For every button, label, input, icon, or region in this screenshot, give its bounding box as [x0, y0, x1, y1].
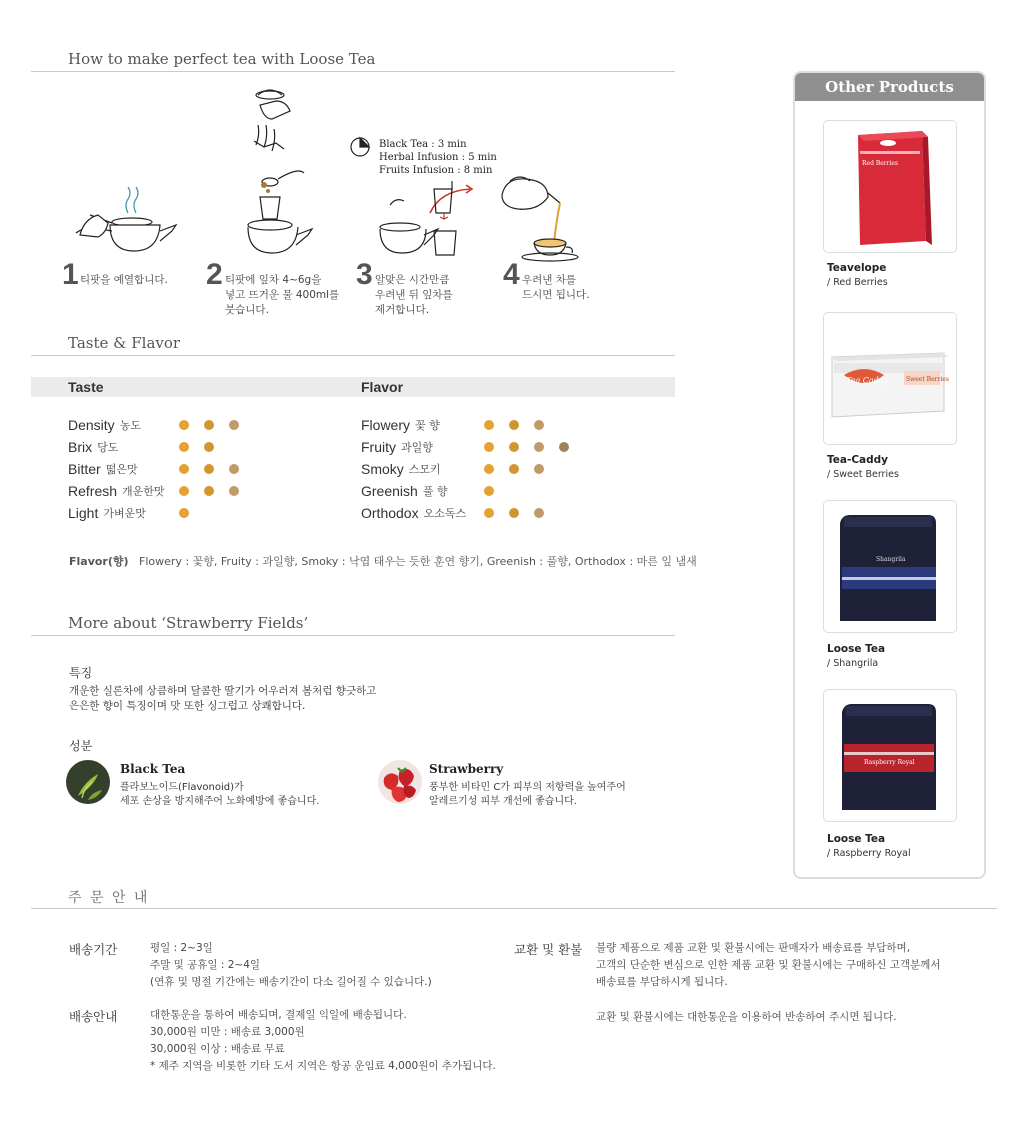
step-3-number: 3: [356, 258, 373, 291]
ingredient-black-tea-desc: 플라보노이드(Flavonoid)가 세포 손상을 방지해주어 노화예방에 좋습니다.: [120, 782, 320, 807]
rating-dot: [534, 464, 544, 474]
taste-label-en: Light: [68, 505, 99, 521]
rating-dot: [484, 442, 494, 452]
taste-rating-density: [179, 415, 239, 435]
taste-row: [68, 459, 138, 479]
taste-label-en: Brix: [68, 439, 93, 455]
flavor-rating-fruity: [484, 437, 569, 457]
rating-dot: [179, 442, 189, 452]
rating-dot: [229, 420, 239, 430]
taste-label-en: Density: [68, 417, 115, 433]
taste-label-ko: 농도: [119, 419, 141, 432]
flavor-label-ko: 과일향: [401, 441, 433, 454]
raspberry-royal-pack-label: Raspberry Royal: [864, 759, 915, 766]
flavor-label-en: Greenish: [361, 483, 418, 499]
ingredients-label: 성분: [69, 739, 93, 753]
kettle-pour-icon: [248, 90, 312, 253]
flavor-legend: [69, 553, 697, 569]
teapot-steam-icon: [76, 187, 176, 251]
taste-rating-brix: [179, 437, 214, 457]
howto-title: How to make perfect tea with Loose Tea: [68, 50, 376, 68]
rating-dot: [229, 464, 239, 474]
order-divider: [31, 908, 997, 909]
delivery-info-text: 대한통운을 통하여 배송되며, 결제일 익일에 배송됩니다. 30,000원 미만 : 배송료 3,000원 30,000원 이상 : 배송료 무료 * 제주 지역을 비롯한 기타 도서 지역은 항공 운임료 4,000원이 추가됩니다.: [150, 1009, 496, 1072]
rating-dot: [534, 508, 544, 518]
flavor-rating-greenish: [484, 481, 494, 501]
rating-dot: [534, 420, 544, 430]
step-1-text: 티팟을 예열합니다.: [80, 274, 168, 286]
rating-dot: [179, 464, 189, 474]
tea-caddy-pack-label: Tea Caddy: [846, 376, 889, 385]
brew-time-herbal: Herbal Infusion : 5 min: [379, 152, 497, 163]
rating-dot: [484, 464, 494, 474]
flavor-label-ko: 꽃 향: [415, 419, 440, 432]
product-sub-raspberry-royal: / Raspberry Royal: [827, 848, 911, 859]
teavelope-pack-label: Red Berries: [862, 160, 899, 167]
flavor-header: Flavor: [361, 379, 404, 395]
step-1-number: 1: [62, 258, 79, 291]
rating-dot: [229, 486, 239, 496]
delivery-period-text: 평일 : 2~3일 주말 및 공휴일 : 2~4일 (연휴 및 명절 기간에는 배송기간이 다소 길어질 수 있습니다.): [150, 942, 432, 988]
rating-dot: [179, 508, 189, 518]
rating-dot: [534, 442, 544, 452]
flavor-rating-smoky: [484, 459, 544, 479]
taste-flavor-title: Taste & Flavor: [68, 334, 181, 352]
tea-steps-illustration: [70, 85, 630, 265]
howto-divider: [31, 71, 675, 72]
flavor-rating-flowery: [484, 415, 544, 435]
flavor-label-en: Flowery: [361, 417, 411, 433]
step-4-text: 우려낸 차를 드시면 됩니다.: [522, 274, 590, 301]
rating-dot: [204, 442, 214, 452]
product-image-raspberry-royal[interactable]: [823, 689, 957, 822]
taste-row: [68, 415, 141, 435]
flavor-label-ko: 스모키: [408, 463, 441, 476]
brew-time-fruits: Fruits Infusion : 8 min: [379, 165, 493, 176]
taste-label-ko: 당도: [97, 441, 119, 454]
shangrila-pack-label: Shangrila: [876, 556, 906, 563]
product-sub-teavelope: / Red Berries: [827, 277, 888, 288]
rating-dot: [204, 464, 214, 474]
flavor-label-ko: 오소독스: [423, 507, 467, 520]
taste-row: [68, 437, 118, 457]
flavor-row: [361, 437, 433, 457]
ingredient-black-tea-name: Black Tea: [120, 762, 186, 776]
flavor-row: [361, 415, 440, 435]
taste-label-en: Refresh: [68, 483, 118, 499]
rating-dot: [559, 442, 569, 452]
flavor-label-en: Smoky: [361, 461, 404, 477]
product-name-tea-caddy[interactable]: Tea-Caddy: [827, 454, 889, 466]
flavor-label-ko: 풀 향: [422, 485, 448, 498]
flavor-row: [361, 481, 448, 501]
rating-dot: [179, 486, 189, 496]
taste-rating-light: [179, 503, 189, 523]
other-products-sidebar: [793, 71, 986, 879]
rating-dot: [509, 508, 519, 518]
product-image-shangrila[interactable]: [823, 500, 957, 633]
brew-time-black: Black Tea : 3 min: [379, 139, 467, 150]
step-2-text: 티팟에 잎차 4~6g을 넣고 뜨거운 물 400ml를 붓습니다.: [225, 274, 340, 316]
flavor-rating-orthodox: [484, 503, 544, 523]
brew-times: [379, 138, 497, 177]
taste-label-en: Bitter: [68, 461, 101, 477]
rating-dot: [204, 486, 214, 496]
step-2-number: 2: [206, 258, 223, 291]
rating-dot: [509, 420, 519, 430]
rating-dot: [509, 442, 519, 452]
delivery-info-label: 배송안내: [69, 1009, 118, 1024]
step-4-number: 4: [503, 258, 520, 291]
rating-dot: [204, 420, 214, 430]
ingredient-strawberry-name: Strawberry: [429, 762, 504, 776]
raspberry-royal-tin-icon: [824, 690, 957, 822]
more-about-title: More about ‘Strawberry Fields’: [68, 614, 309, 632]
product-name-teavelope[interactable]: Teavelope: [827, 262, 887, 274]
flavor-legend-label: Flavor(향): [69, 555, 129, 568]
feature-text: 개운한 실론차에 상큼하며 달콤한 딸기가 어우러져 봄처럼 향긋하고 은은한 향이 특징이며 맛 또한 싱그럽고 상쾌합니다.: [69, 685, 377, 712]
sweet-berries-pack-label: Sweet Berries: [906, 376, 949, 383]
tea-caddy-box-icon: [824, 313, 957, 445]
exchange-label: 교환 및 환불: [514, 942, 583, 957]
taste-label-ko: 떫은맛: [105, 463, 138, 476]
product-sub-tea-caddy: / Sweet Berries: [827, 469, 899, 480]
rating-dot: [179, 420, 189, 430]
taste-label-ko: 가벼운맛: [103, 507, 146, 520]
taste-label-ko: 개운한맛: [122, 485, 165, 498]
strawberry-icon: [378, 760, 422, 804]
taste-rating-bitter: [179, 459, 239, 479]
product-name-raspberry-royal[interactable]: Loose Tea: [827, 833, 886, 845]
flavor-label-en: Fruity: [361, 439, 396, 455]
product-sub-shangrila: / Shangrila: [827, 658, 879, 669]
product-image-tea-caddy[interactable]: [823, 312, 957, 445]
flavor-label-en: Orthodox: [361, 505, 419, 521]
rating-dot: [509, 464, 519, 474]
ingredient-strawberry-desc: 풍부한 비타민 C가 피부의 저항력을 높여주어 알레르기성 피부 개선에 좋습니다.: [429, 782, 626, 807]
taste-header: Taste: [68, 379, 104, 395]
taste-row: [68, 503, 146, 523]
taste-rating-refresh: [179, 481, 239, 501]
red-tea-box-icon: [824, 121, 957, 253]
feature-label: 특징: [69, 666, 93, 680]
taste-row: [68, 481, 165, 501]
order-title: 주 문 안 내: [68, 890, 150, 906]
flavor-row: [361, 459, 441, 479]
rating-dot: [484, 508, 494, 518]
black-tea-leaf-icon: [66, 760, 110, 804]
product-name-shangrila[interactable]: Loose Tea: [827, 643, 886, 655]
flavor-row: [361, 503, 466, 523]
exchange-return-text: 교환 및 환불시에는 대한통운을 이용하여 반송하여 주시면 됩니다.: [596, 1011, 897, 1023]
delivery-period-label: 배송기간: [69, 942, 118, 957]
flavor-legend-text: Flowery : 꽃향, Fruity : 과일향, Smoky : 낙엽 태우는 듯한 훈연 향기, Greenish : 풀향, Orthodox : 마른 잎 냄새: [139, 555, 697, 568]
rating-dot: [484, 486, 494, 496]
product-image-teavelope[interactable]: [823, 120, 957, 253]
taste-flavor-divider: [31, 355, 675, 356]
exchange-text: 불량 제품으로 제품 교환 및 환불시에는 판매자가 배송료를 부담하며, 고객의 단순한 변심으로 인한 제품 교환 및 환불시에는 구매하신 고객분께서 배송료를 부담하시게 됩니다.: [596, 942, 941, 988]
step-3-text: 알맞은 시간만큼 우려낸 뒤 잎차를 제거합니다.: [375, 274, 453, 316]
rating-dot: [484, 420, 494, 430]
taste-flavor-header-bar: [31, 377, 675, 397]
shangrila-tin-icon: [824, 501, 957, 633]
more-about-divider: [31, 635, 675, 636]
pour-cup-icon: [502, 177, 578, 261]
other-products-title: Other Products: [795, 73, 984, 101]
